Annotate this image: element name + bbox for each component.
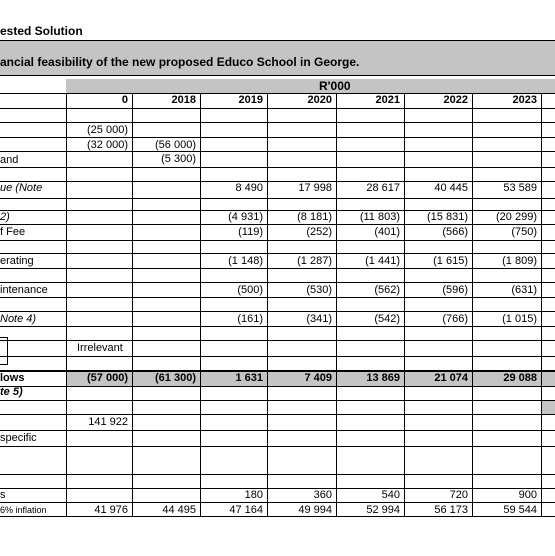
year-header-2019: 2019 <box>238 94 263 106</box>
row-label-land: and <box>0 154 19 166</box>
cell-operating-2023: (1 809) <box>502 255 537 267</box>
cell-s-2020: 360 <box>313 489 332 501</box>
cell-fee-2019: (119) <box>238 226 263 238</box>
cell-r2-2018: (56 000) <box>155 139 196 151</box>
cell-r2-0: (32 000) <box>87 139 128 151</box>
column-line <box>267 93 268 517</box>
row-label-s: s <box>0 489 6 501</box>
row-label-specific: specific <box>0 432 37 444</box>
row-label-note5: te 5) <box>0 386 23 398</box>
cell-note4-2021: (542) <box>374 313 400 325</box>
year-header-2022: 2022 <box>443 94 468 106</box>
grey-block <box>541 401 555 414</box>
cell-note2-2020: (8 181) <box>297 211 332 223</box>
cell-maintenance-2023: (631) <box>511 284 537 296</box>
cell-note2-2021: (11 803) <box>359 211 400 223</box>
cell-maintenance-2021: (562) <box>374 284 400 296</box>
cell-fee-2022: (566) <box>442 226 468 238</box>
cell-note2-2019: (4 931) <box>228 211 263 223</box>
cell-s-2021: 540 <box>381 489 400 501</box>
cell-cashflows-2018: (61 300) <box>155 372 196 384</box>
year-header-2021: 2021 <box>375 94 400 106</box>
year-header-2023: 2023 <box>512 94 537 106</box>
row-label-operating: erating <box>0 255 34 267</box>
cell-revenue-2022: 40 445 <box>434 182 468 194</box>
cell-note2-2023: (20 299) <box>496 211 537 223</box>
cell-maintenance-2020: (530) <box>306 284 332 296</box>
row-label-inflation: 6% inflation <box>0 505 47 515</box>
cell-note2-2022: (15 831) <box>427 211 468 223</box>
row-label-note4: Note 4) <box>0 313 37 325</box>
column-line <box>404 93 405 517</box>
year-header-2018: 2018 <box>171 94 196 106</box>
cell-revenue-2019: 8 490 <box>235 182 263 194</box>
cell-fee-2020: (252) <box>306 226 332 238</box>
row-label-note2: 2) <box>0 211 10 223</box>
column-line <box>336 93 337 517</box>
cell-fee-2021: (401) <box>374 226 400 238</box>
cell-s-2023: 900 <box>518 489 537 501</box>
cell-inflation-2021: 52 994 <box>366 504 400 516</box>
cell-inflation-2019: 47 164 <box>229 504 263 516</box>
cell-inflation-2020: 49 994 <box>298 504 332 516</box>
cell-revenue-2023: 53 589 <box>503 182 537 194</box>
cell-inflation-0: 41 976 <box>94 504 128 516</box>
column-line <box>541 93 542 517</box>
cell-r141-0: 141 922 <box>88 416 128 428</box>
cell-note4-2020: (341) <box>306 313 332 325</box>
cell-cashflows-2021: 13 869 <box>366 372 400 384</box>
cell-cashflows-2022: 21 074 <box>434 372 468 384</box>
cell-inflation-2022: 56 173 <box>434 504 468 516</box>
cell-r3-2018: (5 300) <box>161 153 196 165</box>
section-heading: ested Solution <box>0 24 83 38</box>
cell-cashflows-0: (57 000) <box>87 372 128 384</box>
cell-revenue-2021: 28 617 <box>366 182 400 194</box>
year-header-0: 0 <box>121 94 128 106</box>
column-line <box>200 93 201 517</box>
cell-operating-2022: (1 615) <box>433 255 468 267</box>
bracket-mark <box>0 337 8 365</box>
row-label-cashflows: lows <box>0 372 25 384</box>
cell-s-2022: 720 <box>449 489 468 501</box>
cell-maintenance-2019: (500) <box>237 284 263 296</box>
currency-unit: R'000 <box>319 79 351 93</box>
row-label-fee: f Fee <box>0 226 26 238</box>
cell-cashflows-2020: 7 409 <box>304 372 332 384</box>
cell-note4-2019: (161) <box>237 313 263 325</box>
cell-maintenance-2022: (596) <box>442 284 468 296</box>
question-text: ancial feasibility of the new proposed Educo School in George. <box>0 55 360 69</box>
cell-inflation-2018: 44 495 <box>162 504 196 516</box>
row-label-maintenance: intenance <box>0 284 48 296</box>
cell-s-2019: 180 <box>244 489 263 501</box>
cell-operating-2019: (1 148) <box>228 255 263 267</box>
row-label-revenue: ue (Note <box>0 182 43 194</box>
cell-note4-2023: (1 015) <box>502 313 537 325</box>
cell-r1-0: (25 000) <box>87 124 128 136</box>
cell-cashflows-2019: 1 631 <box>235 372 263 384</box>
cell-revenue-2020: 17 998 <box>298 182 332 194</box>
year-header-2020: 2020 <box>307 94 332 106</box>
cell-operating-2021: (1 441) <box>365 255 400 267</box>
cell-note4-2022: (766) <box>442 313 468 325</box>
irrelevant-label: Irrelevant <box>77 342 123 354</box>
cell-fee-2023: (750) <box>511 226 537 238</box>
cell-inflation-2023: 59 544 <box>503 504 537 516</box>
cell-operating-2020: (1 287) <box>297 255 332 267</box>
cell-cashflows-2023: 29 088 <box>503 372 537 384</box>
column-line <box>472 93 473 517</box>
column-line <box>66 93 67 517</box>
